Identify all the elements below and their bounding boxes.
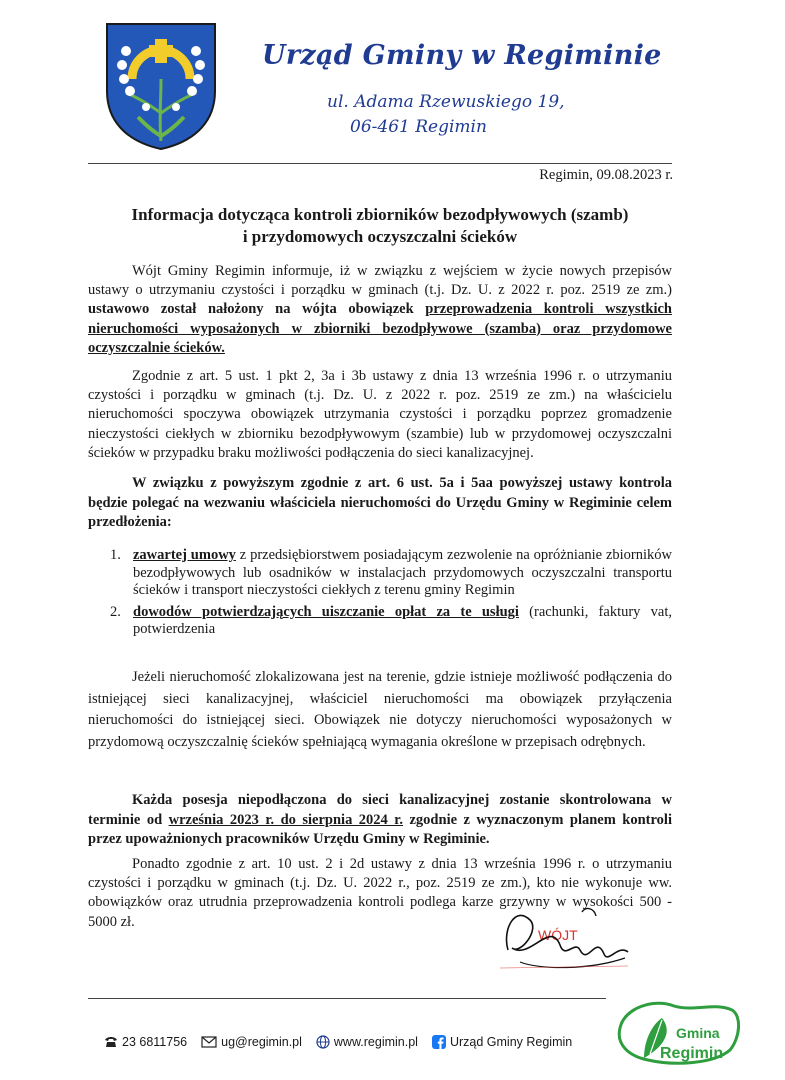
phone-number: 23 6811756 [122, 1035, 188, 1049]
phone-icon [104, 1036, 118, 1048]
office-name: Urząd Gminy w Regiminie [262, 40, 662, 71]
signature-stamp [500, 900, 640, 978]
footer-divider [88, 998, 606, 999]
place-date: Regimin, 09.08.2023 r. [539, 167, 673, 183]
title-line-2: i przydomowych oczyszczalni ścieków [242, 227, 518, 246]
coat-of-arms-logo [104, 21, 218, 151]
paragraph-legal-basis [88, 367, 672, 463]
list-item-number: 1. [110, 547, 121, 563]
address-postal: 06-461 Regimin [350, 117, 487, 137]
connection-obligation-text: Jeżeli nieruchomość zlokalizowana jest na terenie, gdzie istnieje możliwość podłączenia do istniejącej sieci kanalizacyjnej, właściciel nieruchomości ma obowiązek przyłączenia nieruchomości do istniejącej sieci. Obowiązek nie dotyczy nieruchomości wyposażonych w przydomową oczyszczalnię ścieków spełniającą wymagania określone w przepisach odrębnych. [88, 669, 672, 750]
document-title [88, 204, 672, 248]
globe-icon [316, 1035, 330, 1049]
envelope-icon [201, 1036, 217, 1048]
logo-text-gmina: Gmina [676, 1025, 720, 1041]
email-address[interactable]: ug@regimin.pl [221, 1035, 302, 1049]
schedule-text: Każda posesja niepodłączona do sieci kanalizacyjnej zostanie skontrolowana w terminie od [88, 792, 672, 828]
contact-footer [104, 1032, 586, 1052]
paragraph-connection-obligation [88, 667, 672, 753]
legal-basis-text: Zgodnie z art. 5 ust. 1 pkt 2, 3a i 3b ustawy z dnia 13 września 1996 r. o utrzymaniu czystości i porządku w gminach (t.j. Dz. U. z 2022 r. poz. 2519 ze zm.) na właścicielu nieruchomości spoczywa obowiązek utrzymania czystości i porządku poprzez gromadzenie nieczystości ciekłych w zbiorniku bezodpływowym (szambie) lub w przydomowej oczyszczalni ścieków w przypadku braku możliwości podłączenia do sieci kanalizacyjnej. [88, 368, 672, 461]
footer-email[interactable] [201, 1035, 302, 1049]
facebook-page[interactable]: Urząd Gminy Regimin [449, 1035, 573, 1049]
list-item-number: 2. [110, 603, 121, 620]
address-street: ul. Adama Rzewuskiego 19, [327, 92, 565, 112]
control-method-text: W związku z powyższym zgodnie z art. 6 ust. 5a i 5aa powyższej ustawy kontrola będzie polegać na wezwaniu właściciela nieruchomości do Urzędu Gminy w Regiminie celem przedłożenia: [88, 475, 672, 530]
list-item-head: dowodów potwierdzających uiszczanie opłat za te usługi [133, 603, 519, 620]
facebook-icon [432, 1035, 446, 1049]
footer-website[interactable] [316, 1035, 418, 1049]
gmina-regimin-logo [614, 998, 744, 1068]
list-item-text: (rachunki, faktury vat, potwierdzenia [133, 603, 672, 637]
intro-underlined-text: przeprowadzenia kontroli wszystkich nieruchomości wyposażonych w zbiorniki bezodpływowe (szamba) oraz przydomowe oczyszczalnie ścieków. [88, 301, 672, 356]
required-documents-list [88, 547, 672, 643]
footer-phone [104, 1035, 187, 1049]
stamp-title: WÓJT [538, 927, 578, 943]
schedule-period: września 2023 r. do sierpnia 2024 r. [168, 811, 404, 828]
penalty-text: Ponadto zgodnie z art. 10 ust. 2 i 2d ustawy z dnia 13 września 1996 r. o utrzymaniu czystości i porządku w gminach (t.j. Dz. U. 2022 r., poz. 2519 ze zm.), kto nie wykonuje ww. obowiązków oraz utrudnia przeprowadzenia kontroli podlega karze grzywny w wysokości 500 - 5000 zł. [88, 856, 672, 930]
logo-text-regimin: Regimin [660, 1045, 724, 1062]
intro-bold-text: ustawowo został nałożony na wójta obowiązek [88, 301, 426, 318]
list-item [88, 547, 672, 600]
paragraph-control-method [88, 474, 672, 533]
paragraph-inspection-schedule [88, 791, 672, 850]
header-divider [88, 163, 672, 164]
title-line-1: Informacja dotycząca kontroli zbiorników bezodpływowych (szamb) [131, 205, 629, 224]
list-item-head: zawartej umowy [133, 547, 236, 563]
list-item-text: z przedsiębiorstwem posiadającym zezwolenie na opróżnianie zbiorników bezodpływowych lub osadników w instalacjach przydomowych oczyszczalni transportu ścieków i transport nieczystości ciekłych z terenu gminy Regimin [133, 547, 672, 598]
website-url[interactable]: www.regimin.pl [333, 1035, 418, 1049]
paragraph-intro [88, 262, 672, 358]
list-item [88, 604, 672, 639]
schedule-text-end: zgodnie z wyznaczonym planem kontroli przez upoważnionych pracowników Urzędu Gminy w Regiminie. [88, 811, 672, 847]
intro-text: Wójt Gminy Regimin informuje, iż w związku z wejściem w życie nowych przepisów ustawy o utrzymaniu czystości i porządku w gminach (t.j. Dz. U. z 2022 r. poz. 2519 ze zm.) [88, 263, 672, 299]
footer-facebook[interactable] [432, 1035, 572, 1049]
